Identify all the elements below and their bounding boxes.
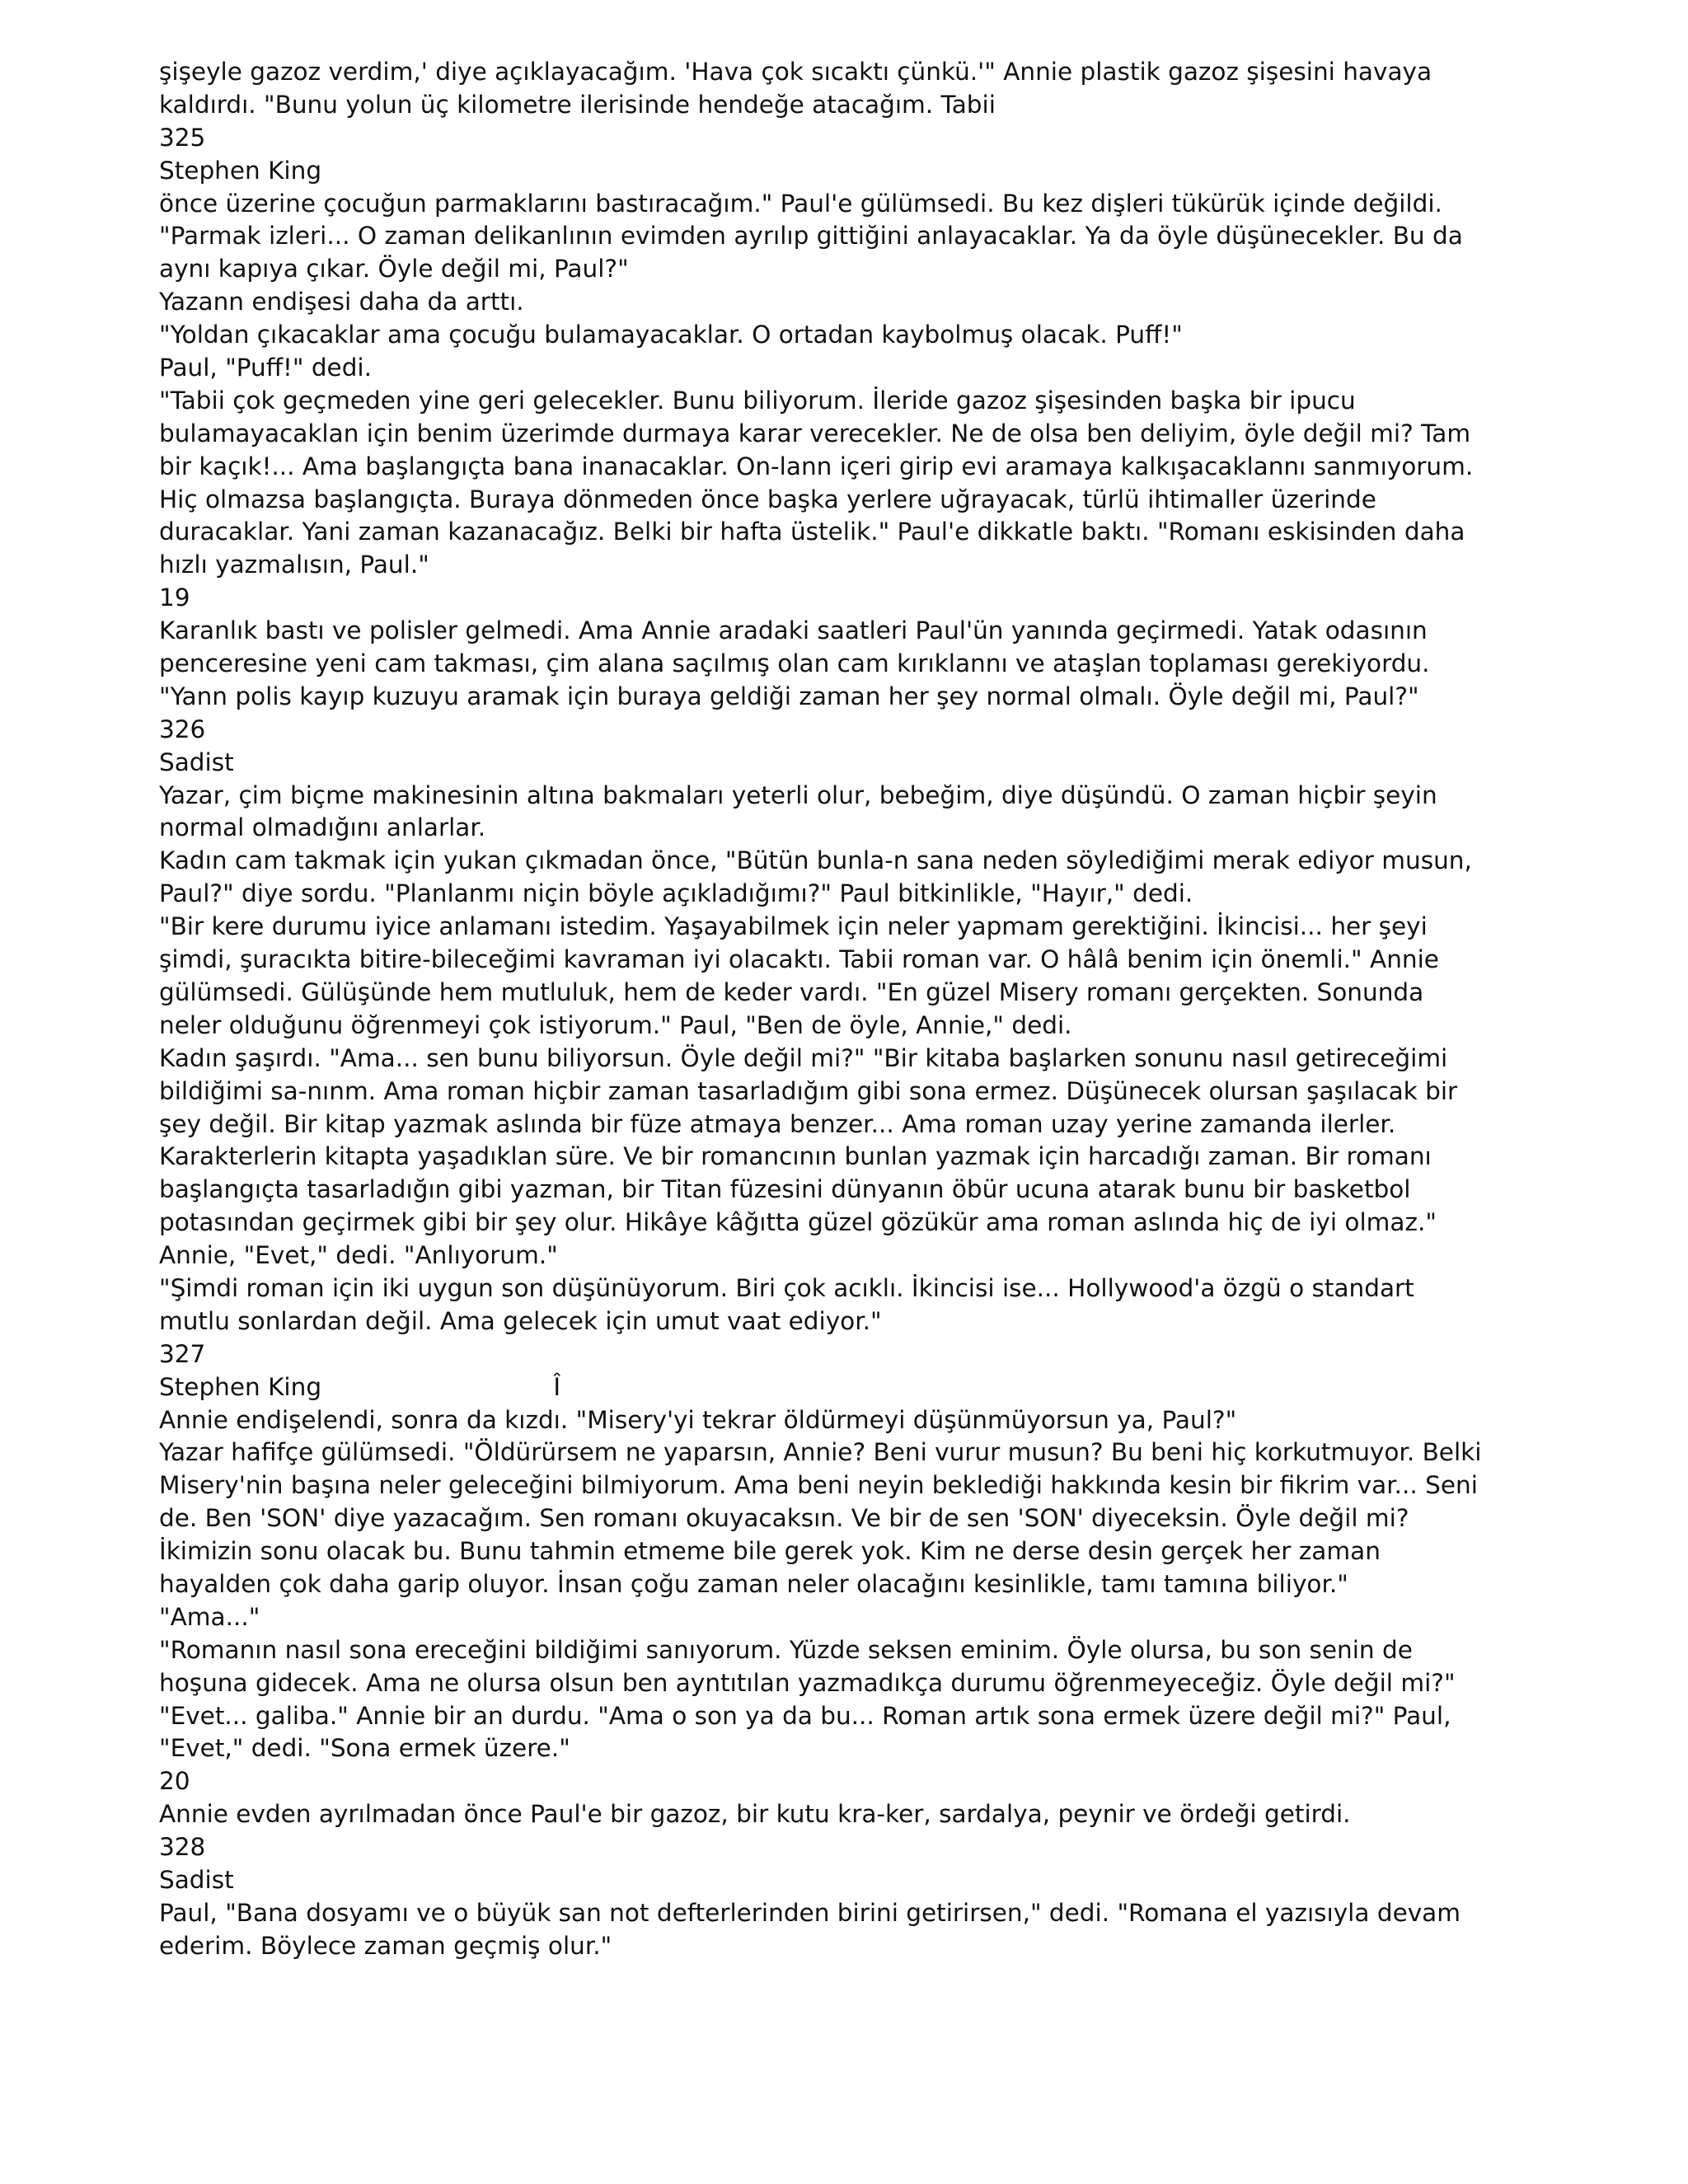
text-line: 328 xyxy=(159,1833,206,1862)
text-line: Karakterlerin kitapta yaşadıklan süre. Ve bir romancının bunlan yazmak için harcadığı zaman. Bir romanı xyxy=(159,1142,1432,1171)
text-line: İkimizin sonu olacak bu. Bunu tahmin etmeme bile gerek yok. Kim ne derse desin gerçek her zaman xyxy=(159,1537,1381,1566)
text-line: Annie endişelendi, sonra da kızdı. "Misery'yi tekrar öldürmeyi düşünmüyorsun ya, Paul?" xyxy=(159,1405,1237,1434)
text-line: hoşuna gidecek. Ama ne olursa olsun ben ayntıtılan yazmadıkça durumu öğrenmeyeceğiz. Öyle değil mi?" xyxy=(159,1668,1456,1697)
text-line: kaldırdı. "Bunu yolun üç kilometre ilerisinde hendeğe atacağım. Tabii xyxy=(159,90,996,119)
document-page xyxy=(159,56,1511,1963)
text-line: 19 xyxy=(159,583,190,612)
text-line: Kadın şaşırdı. "Ama... sen bunu biliyorsun. Öyle değil mi?" "Bir kitaba başlarken sonunu nasıl getireceğimi xyxy=(159,1043,1448,1072)
text-line: "Ama..." xyxy=(159,1602,260,1631)
text-line: Annie, "Evet," dedi. "Anlıyorum." xyxy=(159,1241,558,1270)
text-line: 325 xyxy=(159,123,206,152)
text-line: şey değil. Bir kitap yazmak aslında bir füze atmaya benzer... Ama roman uzay yerine zamanda ilerler. xyxy=(159,1109,1396,1138)
text-line: hızlı yazmalısın, Paul." xyxy=(159,551,429,579)
text-line: hayalden çok daha garip oluyor. İnsan çoğu zaman neler olacağını kesinlikle, tamı tamına biliyor." xyxy=(159,1569,1348,1598)
text-line: Kadın cam takmak için yukan çıkmadan önce, "Bütün bunla-n sana neden söylediğimi merak ediyor musun, xyxy=(159,846,1472,875)
text-line: bulamayacaklan için benim üzerimde durmaya karar verecekler. Ne de olsa ben deliyim, öyle değil mi? Tam xyxy=(159,419,1471,448)
text-line: şimdi, şuracıkta bitire-bileceğimi kavraman iyi olacaktı. Tabii roman var. O hâlâ benim için önemli." Annie xyxy=(159,945,1439,974)
text-line: "Evet... galiba." Annie bir an durdu. "Ama o son ya da bu... Roman artık sona ermek üzere değil mi?" Paul, xyxy=(159,1701,1451,1730)
text-line: bir kaçık!... Ama başlangıçta bana inanacaklar. On-lann içeri girip evi aramaya kalkışacaklannı sanmıyorum. xyxy=(159,452,1474,480)
text-line: "Şimdi roman için iki uygun son düşünüyorum. Biri çok acıklı. İkincisi ise... Hollywood'a özgü o standart xyxy=(159,1273,1414,1302)
text-line: gülümsedi. Gülüşünde hem mutluluk, hem de keder vardı. "En güzel Misery romanı gerçekten. Sonunda xyxy=(159,977,1424,1006)
text-line: ederim. Böylece zaman geçmiş olur." xyxy=(159,1931,612,1960)
text-line: mutlu sonlardan değil. Ama gelecek için umut vaat ediyor." xyxy=(159,1306,882,1335)
text-line: "Bir kere durumu iyice anlamanı istedim. Yaşayabilmek için neler yapmam gerektiğini. İkincisi... her şeyi xyxy=(159,912,1428,941)
text-line: Stephen King Î xyxy=(159,1372,561,1401)
text-line: bildiğimi sa-nınm. Ama roman hiçbir zaman tasarladığım gibi sona ermez. Düşünecek olursan şaşılacak bir xyxy=(159,1076,1458,1105)
text-line: Paul?" diye sordu. "Planlanmı niçin böyle açıkladığımı?" Paul bitkinlikle, "Hayır," dedi. xyxy=(159,879,1193,908)
text-line: neler olduğunu öğrenmeyi çok istiyorum." Paul, "Ben de öyle, Annie," dedi. xyxy=(159,1010,1072,1039)
text-line: aynı kapıya çıkar. Öyle değil mi, Paul?" xyxy=(159,255,629,284)
text-line: başlangıçta tasarladığın gibi yazman, bir Titan füzesini dünyanın öbür ucuna atarak bunu bir basketbol xyxy=(159,1175,1411,1204)
text-line: Yazar, çim biçme makinesinin altına bakmaları yeterli olur, bebeğim, diye düşündü. O zaman hiçbir şeyin xyxy=(159,780,1437,809)
text-line: 20 xyxy=(159,1767,190,1796)
text-line: Misery'nin başına neler geleceğini bilmiyorum. Ama beni neyin beklediği hakkında kesin bir fikrim var... Seni xyxy=(159,1471,1478,1500)
text-line: "Tabii çok geçmeden yine geri gelecekler. Bunu biliyorum. İleride gazoz şişesinden başka bir ipucu xyxy=(159,386,1356,415)
text-line: Yazann endişesi daha da arttı. xyxy=(159,288,524,316)
text-line: Hiç olmazsa başlangıçta. Buraya dönmeden önce başka yerlere uğrayacak, türlü ihtimaller üzerinde xyxy=(159,485,1376,513)
text-line: 326 xyxy=(159,715,206,743)
text-line: Sadist xyxy=(159,1865,234,1894)
text-line: şişeyle gazoz verdim,' diye açıklayacağım. 'Hava çok sıcaktı çünkü.'" Annie plastik gazoz şişesini havaya xyxy=(159,58,1432,86)
text-line: Paul, "Puff!" dedi. xyxy=(159,354,372,382)
text-line: Sadist xyxy=(159,748,234,776)
text-line: "Yoldan çıkacaklar ama çocuğu bulamayacaklar. O ortadan kaybolmuş olacak. Puff!" xyxy=(159,321,1183,349)
text-line: duracaklar. Yani zaman kazanacağız. Belki bir hafta üstelik." Paul'e dikkatle baktı. "Romanı eskisinden daha xyxy=(159,518,1465,546)
text-line: Yazar hafifçe gülümsedi. "Öldürürsem ne yaparsın, Annie? Beni vurur musun? Bu beni hiç korkutmuyor. Belki xyxy=(159,1438,1482,1467)
text-line: normal olmadığını anlarlar. xyxy=(159,813,486,842)
text-line: "Yann polis kayıp kuzuyu aramak için buraya geldiği zaman her şey normal olmalı. Öyle değil mi, Paul?" xyxy=(159,682,1419,710)
text-line: potasından geçirmek gibi bir şey olur. Hikâye kâğıtta güzel gözükür ama roman aslında hiç de iyi olmaz." xyxy=(159,1208,1437,1237)
text-line: Stephen King xyxy=(159,156,322,185)
text-line: Karanlık bastı ve polisler gelmedi. Ama Annie aradaki saatleri Paul'ün yanında geçirmedi. Yatak odasının xyxy=(159,616,1428,645)
text-line: 327 xyxy=(159,1339,206,1368)
text-line: "Romanın nasıl sona ereceğini bildiğimi sanıyorum. Yüzde seksen eminim. Öyle olursa, bu son senin de xyxy=(159,1635,1413,1664)
text-line: "Evet," dedi. "Sona ermek üzere." xyxy=(159,1734,570,1763)
text-line: de. Ben 'SON' diye yazacağım. Sen romanı okuyacaksın. Ve bir de sen 'SON' diyeceksin. Öyle değil mi? xyxy=(159,1504,1409,1533)
text-line: Annie evden ayrılmadan önce Paul'e bir gazoz, bir kutu kra-ker, sardalya, peynir ve ördeği getirdi. xyxy=(159,1800,1351,1829)
text-line: "Parmak izleri... O zaman delikanlının evimden ayrılıp gittiğini anlayacaklar. Ya da öyle düşünecekler. Bu da xyxy=(159,222,1463,251)
text-line: Paul, "Bana dosyamı ve o büyük san not defterlerinden birini getirirsen," dedi. "Romana el yazısıyla devam xyxy=(159,1898,1461,1927)
text-line: önce üzerine çocuğun parmaklarını bastıracağım." Paul'e gülümsedi. Bu kez dişleri tükürük içinde değildi. xyxy=(159,189,1442,218)
text-line: penceresine yeni cam takması, çim alana saçılmış olan cam kırıklannı ve ataşlan toplaması gerekiyordu. xyxy=(159,649,1430,678)
